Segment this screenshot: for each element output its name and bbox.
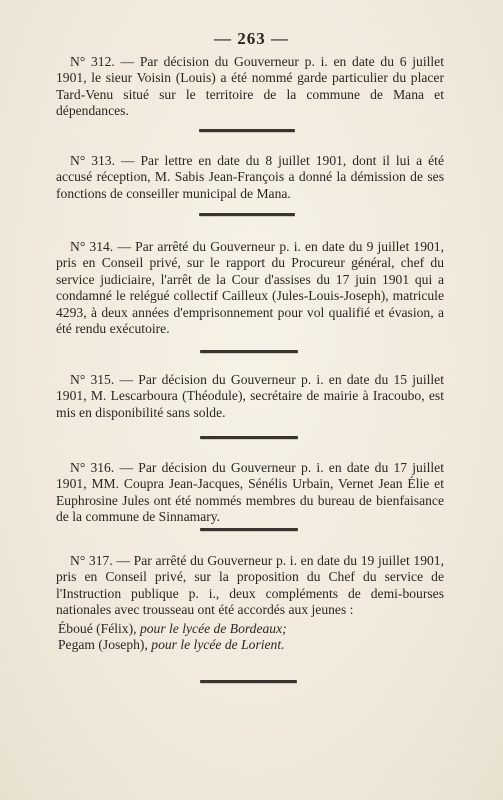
entry-text: [56, 153, 444, 202]
entry-text: [56, 460, 444, 526]
page-number: — 263 —: [214, 29, 289, 48]
entry-text: [56, 372, 444, 421]
bursary-school: pour le lycée de Bordeaux;: [139, 620, 287, 636]
entry-body: — Par arrêté du Gouverneur p. i. en date du 9 juillet 1901, pris en Conseil privé, sur le rapport du Procureur général, chef du service judiciaire, l'arrêt de la Cour d'assises du 17 juin 1901 qui a condamné le relégué collectif Cailleux (Jules-Louis-Joseph), matricule 4293, à deux années d'emprisonnement pour vol qualifié et évasion, a été rendu exécutoire.: [56, 239, 444, 337]
bursary-name: Pegam (Joseph),: [58, 637, 148, 653]
entry-body: — Par décision du Gouverneur p. i. en date du 6 juillet 1901, le sieur Voisin (Louis) a été nommé garde particulier du placer Tard-Venu situé sur le territoire de la commune de Mana et dépendances.: [56, 54, 444, 119]
section-divider: [200, 350, 298, 353]
entry-number: N° 316.: [70, 460, 115, 475]
bursary-item: [56, 621, 444, 637]
entry-313: [56, 153, 444, 202]
section-divider: [200, 680, 297, 683]
section-divider: [199, 213, 295, 216]
section-divider: [200, 436, 298, 439]
entry-315: [56, 372, 444, 421]
entry-number: N° 312.: [70, 54, 115, 69]
section-divider: [200, 528, 298, 531]
bursary-list: [56, 621, 444, 654]
entry-body: — Par décision du Gouverneur p. i. en date du 17 juillet 1901, MM. Coupra Jean-Jacques, Sénélis Urbain, Vernet Jean Élie et Euphrosine Jules ont été nommés membres du bureau de bienfaisance de la commune de Sinnamary.: [56, 460, 444, 525]
entry-316: [56, 460, 444, 526]
entry-body: — Par décision du Gouverneur p. i. en date du 15 juillet 1901, M. Lescarboura (Théodule), secrétaire de mairie à Iracoubo, est mis en disponibilité sans solde.: [56, 372, 444, 420]
entry-number: N° 314.: [70, 239, 114, 254]
entry-text: [56, 553, 444, 619]
entry-number: N° 315.: [70, 372, 115, 387]
entry-314: [56, 239, 444, 337]
section-divider: [199, 129, 295, 132]
entry-number: N° 317.: [70, 553, 113, 568]
entry-text: [56, 54, 444, 120]
bursary-item: [56, 637, 444, 653]
entry-body: — Par arrêté du Gouverneur p. i. en date du 19 juillet 1901, pris en Conseil privé, sur la proposition du Chef du service de l'Instruction publique p. i., deux compléments de demi-bourses nationales avec trousseau ont été accordés aux jeunes :: [56, 553, 444, 618]
entry-body: — Par lettre en date du 8 juillet 1901, dont il lui a été accusé réception, M. Sabis Jean-François a donné la démission de ses fonctions de conseiller municipal de Mana.: [56, 153, 444, 201]
entry-312: [56, 54, 444, 120]
bursary-name: Éboué (Félix),: [58, 620, 137, 636]
entry-317: [56, 553, 444, 653]
entry-number: N° 313.: [70, 153, 115, 168]
bursary-school: pour le lycée de Lorient.: [151, 637, 285, 653]
entry-text: [56, 239, 444, 337]
